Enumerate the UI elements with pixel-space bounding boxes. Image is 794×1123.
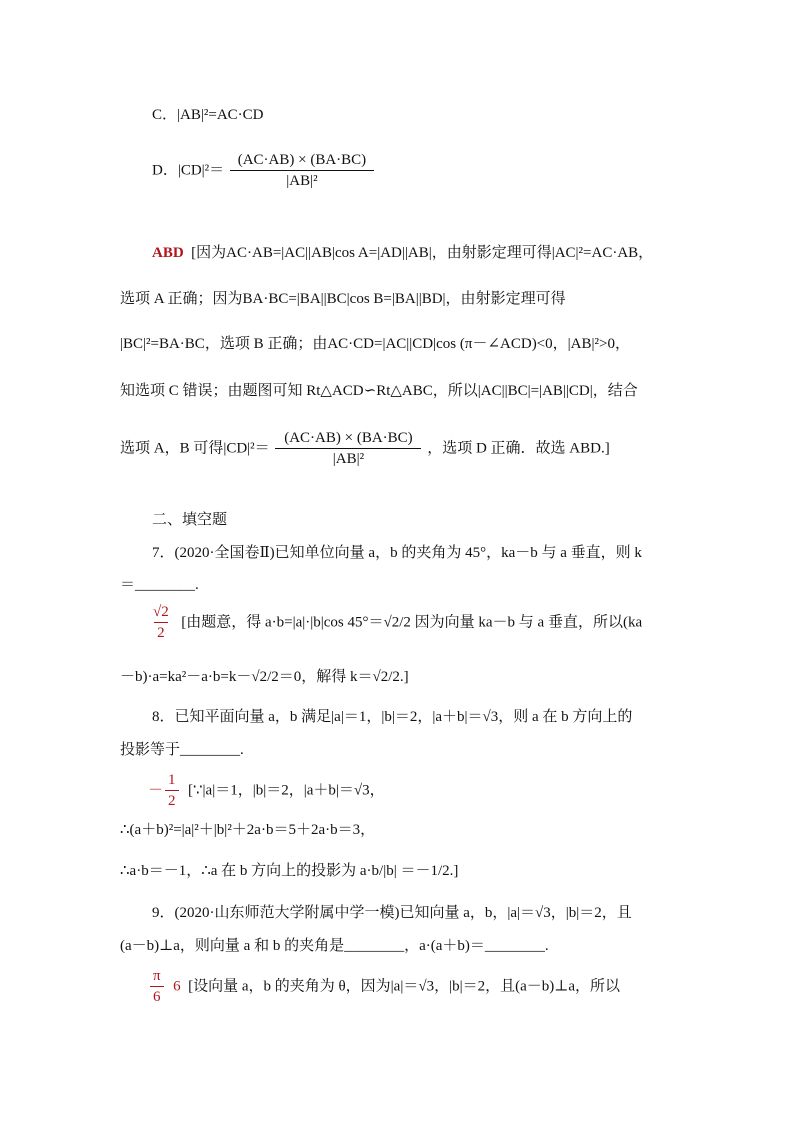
question-7-explanation-2 [120, 667, 409, 687]
question-9-explanation-text-1: [设向量 a，b 的夹角为 θ，因为|a|＝√3，|b|＝2，且(a－b)⊥a，所以 [188, 978, 620, 995]
answer-9-angle-numerator: π [153, 968, 161, 984]
option-c-formula [177, 107, 263, 123]
question-9-cont-text: (a－b)⊥a，则向量 a 和 b 的夹角是________，a·(a＋b)＝________. [120, 938, 549, 954]
option-d-denominator: |AB|² [230, 170, 374, 191]
explanation-6-line-5 [120, 428, 610, 469]
question-7-explanation-1 [148, 602, 642, 643]
answer-8-sign: － [148, 782, 164, 799]
explanation-6-text-3: |BC|²=BA·BC，选项 B 正确；由AC·CD=|AC||CD|cos (π－∠ACD)<0，|AB|²>0， [120, 336, 630, 352]
section-heading-text: 二、填空题 [152, 512, 228, 528]
option-c [152, 105, 264, 125]
question-8-cont [120, 740, 244, 760]
answer-6: ABD [152, 245, 184, 261]
answer-9-product: 6 [173, 978, 181, 995]
answer-8-numerator: 1 [168, 772, 176, 788]
question-7-explanation-text-1: [由题意，得 a·b=|a|·|b|cos 45°＝√2/2 因为向量 ka－b 与 a 垂直，所以(ka [181, 614, 643, 631]
option-d-numerator: (AC·AB) × (BA·BC) [237, 152, 367, 168]
explanation-6-line-2 [120, 289, 566, 309]
explanation-6-text-1: [因为AC·AB=|AC||AB|cos A=|AD||AB|，由射影定理可得|AC|²=AC·AB， [191, 245, 654, 261]
question-8-text: 8．已知平面向量 a，b 满足|a|＝1，|b|＝2，|a＋b|＝√3，则 a 在 b 方向上的 [152, 709, 633, 725]
answer-7-numerator: √2 [153, 604, 169, 620]
explanation-6-fraction [275, 428, 421, 469]
option-c-text: |AB|²=AC·CD [177, 107, 264, 123]
question-8-explanation-2 [120, 820, 375, 840]
question-7-explanation-text-2: －b)·a=ka²－a·b=k－√2/2＝0，解得 k＝√2/2.] [120, 669, 409, 685]
question-8-cont-text: 投影等于________. [120, 742, 244, 758]
explanation-6-text-4: 知选项 C 错误；由题图可知 Rt△ACD∽Rt△ABC，所以|AC||BC|=|AB||CD|，结合 [120, 383, 638, 399]
explanation-6-numerator: (AC·AB) × (BA·BC) [284, 430, 413, 446]
question-8-explanation-text-3: ∴a·b＝－1，∴a 在 b 方向上的投影为 a·b/|b| ＝－1/2.] [120, 863, 459, 879]
question-7 [152, 543, 642, 563]
explanation-6-text-2: 选项 A 正确；因为BA·BC=|BA||BC|cos B=|BA||BD|，由射影定理可得 [120, 291, 566, 307]
option-c-label: C． [152, 107, 178, 123]
question-7-cont [120, 575, 199, 595]
section-heading [152, 510, 227, 530]
question-9-text: 9．(2020·山东师范大学附属中学一模)已知向量 a，b，|a|＝√3，|b|＝2，且 [152, 905, 632, 921]
question-8-explanation-1 [148, 770, 385, 811]
option-d-fraction [230, 150, 374, 191]
explanation-6-denominator: |AB|² [275, 448, 421, 469]
question-9 [152, 903, 632, 923]
answer-8 [165, 770, 179, 811]
explanation-6-text-5-prefix: 选项 A，B 可得|CD|²＝ [120, 440, 270, 457]
answer-8-denominator: 2 [165, 790, 179, 811]
question-7-text: 7．(2020·全国卷Ⅱ)已知单位向量 a，b 的夹角为 45°，ka－b 与 a 垂直，则 k [152, 545, 642, 561]
answer-7 [150, 602, 172, 643]
explanation-6-line-4 [120, 381, 638, 401]
explanation-6-text-5-suffix: ，选项 D 正确．故选 ABD.] [427, 440, 610, 457]
answer-9-angle-denominator: 6 [150, 986, 164, 1007]
option-d [152, 150, 376, 191]
answer-9-angle [150, 966, 164, 1007]
explanation-6-line-1 [152, 243, 653, 263]
question-9-explanation-1 [148, 966, 620, 1007]
question-7-cont-text: ＝________. [120, 577, 199, 593]
question-8-explanation-text-2: ∴(a＋b)²=|a|²＋|b|²＋2a·b＝5＋2a·b＝3， [120, 822, 376, 838]
question-8-explanation-text-1: [∵|a|＝1，|b|＝2，|a＋b|＝√3， [188, 782, 385, 799]
question-9-cont [120, 936, 549, 956]
question-8 [152, 707, 632, 727]
explanation-6-line-3 [120, 334, 630, 354]
option-d-label: D．|CD|²＝ [152, 162, 225, 179]
answer-7-denominator: 2 [154, 622, 168, 643]
question-8-explanation-3 [120, 861, 458, 881]
